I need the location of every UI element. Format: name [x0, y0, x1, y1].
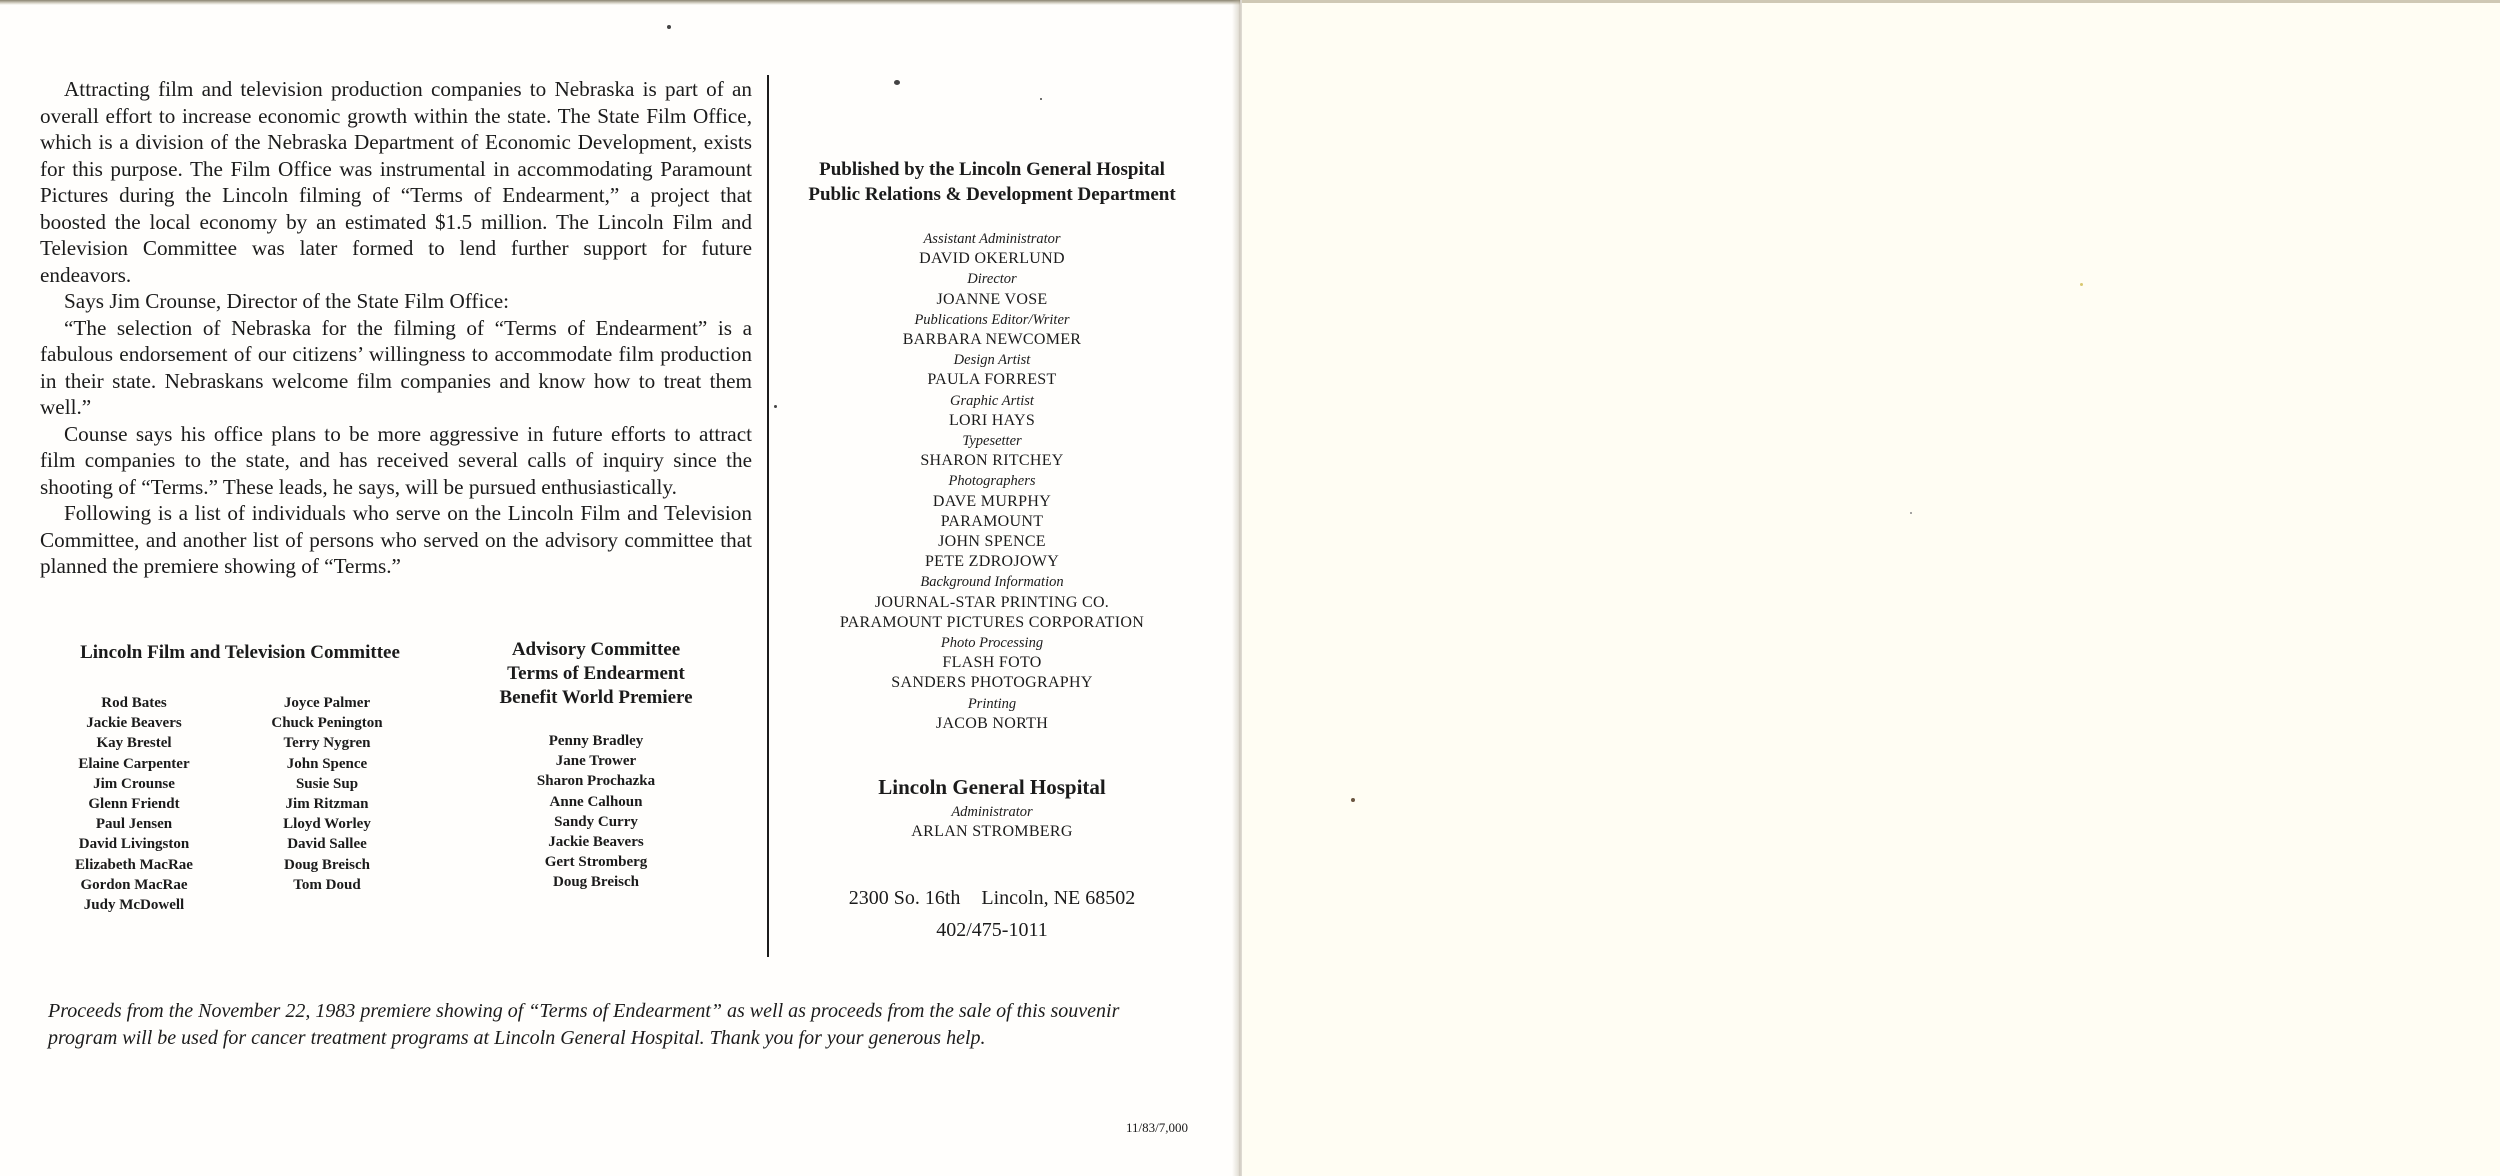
credit-name: SANDERS PHOTOGRAPHY: [891, 674, 1093, 692]
committee-member: John Spence: [286, 755, 368, 772]
intro-text: [40, 76, 752, 580]
credit-name: LORI HAYS: [948, 411, 1036, 429]
right-page-blank: [1242, 0, 2500, 1176]
credit-role: Graphic Artist: [950, 392, 1034, 409]
committee-member: Kay Brestel: [96, 735, 172, 752]
committee-member: Tom Doud: [293, 876, 361, 893]
credit-role: Publications Editor/Writer: [914, 311, 1070, 328]
credit-list: [772, 229, 1212, 734]
committee-member: Chuck Penington: [271, 715, 383, 732]
advisory-member: Jackie Beavers: [548, 834, 644, 851]
phone-number: 402/475-1011: [936, 919, 1048, 942]
committee-heading: Lincoln Film and Television Committee: [80, 642, 400, 663]
address-street: 2300 So. 16th: [848, 887, 961, 910]
committee-member: Joyce Palmer: [283, 695, 371, 711]
committee-member: Judy McDowell: [83, 897, 185, 914]
page-top-edge: [0, 0, 1240, 5]
committee-member: Jackie Beavers: [86, 715, 182, 732]
intro-paragraph: Says Jim Crounse, Director of the State Film Office:: [64, 289, 510, 313]
advisory-heading-line: Benefit World Premiere: [499, 687, 693, 708]
address-line: [772, 882, 1212, 914]
credit-name: JACOB NORTH: [935, 714, 1049, 732]
committee-member: Elaine Carpenter: [78, 755, 190, 772]
credits-column: [772, 157, 1212, 946]
publisher-line: Published by the Lincoln General Hospital: [819, 159, 1165, 180]
committee-member: David Livingston: [78, 836, 190, 853]
committee-member: Susie Sup: [295, 775, 359, 792]
advisory-member: Penny Bradley: [548, 733, 644, 749]
credit-name: SHARON RITCHEY: [920, 452, 1064, 470]
committee-member: Elizabeth MacRae: [75, 856, 193, 873]
credit-role: Director: [967, 271, 1017, 288]
advisory-heading: [470, 638, 722, 710]
advisory-heading-line: Terms of Endearment: [507, 663, 685, 684]
intro-paragraph: Counse says his office plans to be more aggressive in future efforts to attract film companies to the state, and has received several calls of inquiry since the shooting of “Terms.” These leads, he says, will be pursued enthusiastically.: [40, 421, 752, 499]
credit-name: FLASH FOTO: [942, 654, 1042, 672]
committee-member: Gordon MacRae: [80, 876, 188, 893]
proceeds-note: Proceeds from the November 22, 1983 premiere showing of “Terms of Endearment” as well as proceeds from the sale of this souvenir program will be used for cancer treatment programs at Lincoln General Hospital. Thank you for your generous help.: [48, 1000, 1120, 1049]
committee-member: Rod Bates: [101, 695, 167, 711]
right-page-edge: [1242, 0, 2500, 3]
intro-paragraph: “The selection of Nebraska for the filming of “Terms of Endearment” is a fabulous endorsement of our citizens’ willingness to accommodate film production in their state. Nebraskans welcome film companies and know how to treat them well.”: [40, 315, 752, 419]
credit-name: JOANNE VOSE: [936, 290, 1048, 308]
print-speck: [2080, 283, 2083, 286]
committee-member: Doug Breisch: [284, 856, 370, 873]
administrator-role: Administrator: [951, 804, 1033, 821]
advisory-member: Doug Breisch: [553, 874, 639, 891]
committee-member: Glenn Friendt: [88, 796, 180, 813]
publisher-heading: [772, 157, 1212, 207]
credit-name: DAVID OKERLUND: [919, 250, 1065, 268]
credit-name: JOURNAL-STAR PRINTING CO.: [874, 593, 1110, 611]
credit-name: JOHN SPENCE: [938, 533, 1046, 551]
credit-name: BARBARA NEWCOMER: [902, 331, 1082, 349]
address-city: Lincoln, NE 68502: [981, 887, 1136, 910]
credit-role: Photo Processing: [940, 635, 1044, 652]
credit-name: PARAMOUNT: [940, 512, 1044, 530]
intro-paragraph: Following is a list of individuals who serve on the Lincoln Film and Television Committee, and another list of persons who served on the advisory committee that planned the premiere showing of “Terms.”: [40, 501, 752, 578]
column-divider: [767, 75, 769, 957]
advisory-roster: [470, 731, 722, 893]
committee-member: Jim Crounse: [93, 775, 175, 792]
credit-role: Printing: [967, 695, 1017, 712]
hospital-address: [772, 882, 1212, 946]
hospital-name: Lincoln General Hospital: [878, 775, 1106, 800]
credit-role: Typesetter: [962, 433, 1022, 450]
credit-name: PAULA FORREST: [927, 371, 1057, 389]
print-speck: [1910, 512, 1912, 514]
advisory-member: Gert Stromberg: [544, 854, 648, 871]
committee-roster-right: [232, 693, 422, 895]
credit-name: PARAMOUNT PICTURES CORPORATION: [839, 613, 1145, 631]
advisory-member: Sandy Curry: [554, 813, 638, 830]
print-speck: [774, 405, 777, 408]
credit-role: Photographers: [948, 473, 1036, 490]
print-speck: [1040, 98, 1042, 100]
print-speck: [667, 25, 671, 29]
print-speck: [1351, 798, 1355, 802]
credit-role: Assistant Administrator: [923, 231, 1061, 247]
credit-name: PETE ZDROJOWY: [924, 553, 1060, 571]
credit-role: Background Information: [920, 574, 1064, 591]
intro-paragraph: Attracting film and television production companies to Nebraska is part of an overall effort to increase economic growth within the state. The State Film Office, which is a division of the Nebraska Department of Economic Development, exists for this purpose. The Film Office was instrumental in accommodating Paramount Pictures during the Lincoln filming of “Terms of Endearment,” a project that boosted the local economy by an estimated $1.5 million. The Lincoln Film and Television Committee was later formed to lend further support for future endeavors.: [40, 77, 752, 287]
publisher-line: Public Relations & Development Department: [808, 184, 1176, 205]
committee-roster-left: [40, 693, 228, 915]
committee-member: Terry Nygren: [283, 735, 371, 752]
administrator-name: ARLAN STROMBERG: [911, 823, 1073, 841]
committee-member: Lloyd Worley: [283, 816, 371, 833]
credit-name: DAVE MURPHY: [932, 492, 1052, 510]
print-code: 11/83/7,000: [1126, 1120, 1188, 1135]
committee-member: Paul Jensen: [95, 816, 173, 833]
advisory-member: Jane Trower: [555, 753, 637, 770]
credit-role: Design Artist: [953, 352, 1031, 369]
advisory-member: Anne Calhoun: [549, 793, 643, 810]
advisory-member: Sharon Prochazka: [536, 773, 656, 790]
committee-member: Jim Ritzman: [285, 796, 369, 813]
advisory-heading-line: Advisory Committee: [511, 639, 681, 660]
print-speck: [894, 80, 900, 85]
left-page: [0, 0, 1240, 1176]
committee-member: David Sallee: [287, 836, 367, 853]
